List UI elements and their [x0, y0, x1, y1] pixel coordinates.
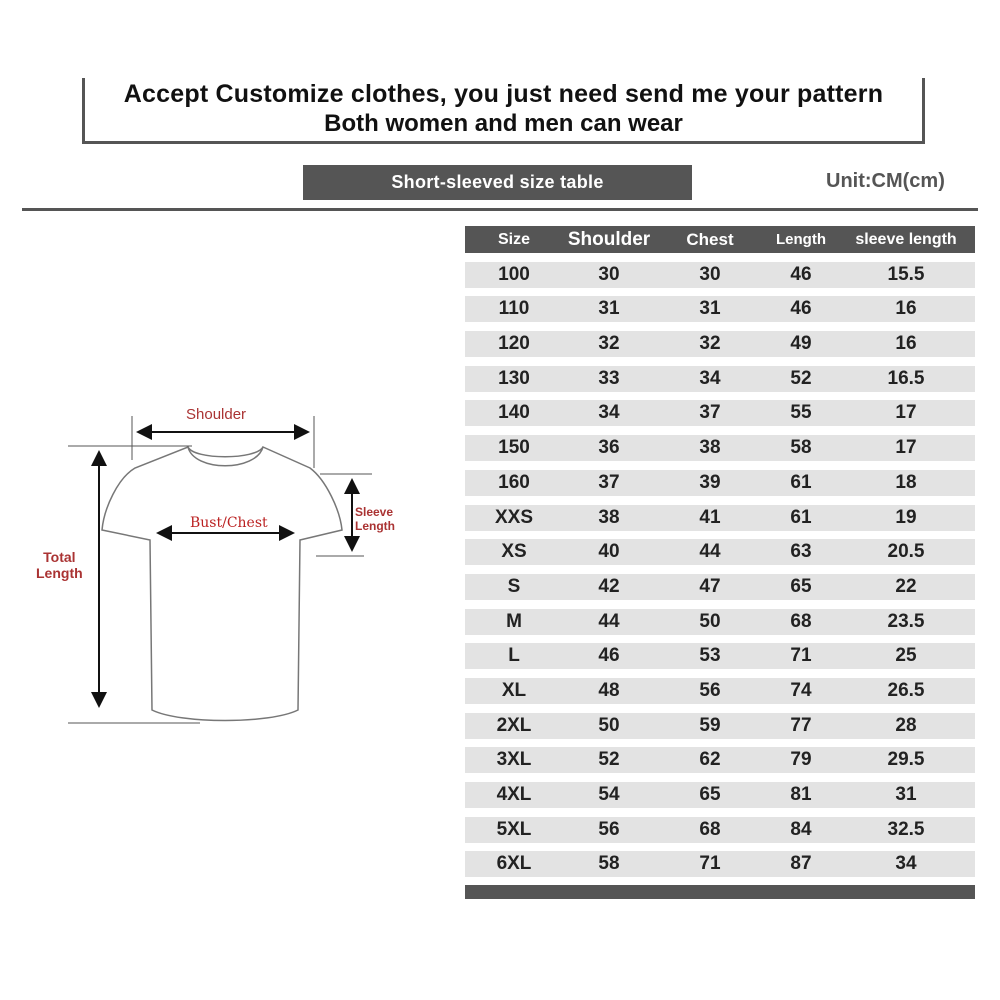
cell-shoulder: 32 [598, 333, 620, 355]
cell-shoulder: 44 [598, 610, 620, 632]
cell-chest: 38 [699, 437, 721, 459]
cell-shoulder: 54 [598, 784, 620, 805]
cell-chest: 44 [699, 541, 721, 563]
cell-size: 100 [498, 263, 530, 285]
cell-length: 63 [790, 541, 812, 563]
cell-shoulder: 36 [598, 437, 620, 459]
table-row [465, 366, 975, 392]
cell-sleeve-length: 17 [895, 402, 917, 424]
cell-shoulder: 52 [598, 749, 620, 771]
cell-chest: 31 [699, 298, 721, 320]
cell-length: 79 [790, 749, 812, 771]
cell-sleeve-length: 16 [895, 333, 917, 355]
table-row [465, 678, 975, 704]
cell-length: 55 [790, 402, 812, 424]
cell-sleeve-length: 34 [895, 853, 917, 875]
total-length-label-line1: Total [43, 549, 76, 565]
cell-sleeve-length: 15.5 [887, 263, 925, 285]
header-shoulder: Shoulder [567, 228, 651, 250]
table-footer-bar [465, 885, 975, 899]
cell-size: 6XL [496, 853, 532, 875]
total-length-label [36, 549, 83, 581]
bust-chest-label: Bust/Chest [190, 515, 268, 531]
cell-size: 150 [498, 437, 530, 459]
cell-shoulder: 46 [598, 645, 620, 667]
cell-chest: 56 [699, 679, 721, 701]
cell-sleeve-length: 19 [895, 506, 917, 528]
cell-sleeve-length: 17 [895, 437, 917, 459]
cell-sleeve-length: 29.5 [887, 749, 925, 771]
cell-shoulder: 34 [598, 402, 620, 424]
table-row [465, 782, 975, 808]
cell-sleeve-length: 20.5 [887, 541, 925, 563]
table-row [465, 470, 975, 496]
cell-sleeve-length: 22 [895, 575, 917, 597]
cell-size: XXS [494, 506, 534, 528]
cell-length: 84 [790, 818, 812, 840]
table-body [465, 262, 975, 878]
cell-shoulder: 31 [598, 298, 620, 320]
cell-sleeve-length: 23.5 [887, 610, 925, 632]
cell-shoulder: 40 [598, 541, 620, 563]
sleeve-length-label-line2: Length [355, 518, 395, 533]
cell-chest: 71 [699, 853, 721, 875]
table-row [465, 713, 975, 739]
header-chest: Chest [686, 229, 734, 249]
banner-line-1: Accept Customize clothes, you just need send me your pattern [123, 80, 884, 108]
cell-shoulder: 42 [598, 575, 620, 597]
cell-length: 81 [790, 784, 812, 805]
header-length: Length [776, 231, 826, 248]
cell-size: 5XL [496, 818, 532, 840]
table-row [465, 609, 975, 635]
cell-chest: 68 [699, 818, 721, 840]
cell-length: 71 [790, 645, 812, 667]
table-row [465, 643, 975, 669]
cell-length: 74 [790, 679, 812, 701]
cell-chest: 47 [699, 575, 721, 597]
cell-chest: 37 [699, 402, 721, 424]
cell-sleeve-length: 31 [895, 784, 917, 805]
cell-shoulder: 50 [598, 714, 620, 736]
cell-size: 2XL [496, 714, 532, 736]
table-row [465, 747, 975, 773]
table-row [465, 817, 975, 843]
cell-chest: 53 [699, 645, 721, 667]
cell-shoulder: 38 [598, 506, 620, 528]
table-row [465, 400, 975, 426]
table-title: Short-sleeved size table [303, 165, 692, 200]
cell-length: 61 [790, 506, 812, 528]
cell-length: 77 [790, 714, 812, 736]
cell-sleeve-length: 16 [895, 298, 917, 320]
cell-shoulder: 58 [598, 853, 620, 875]
table-row [465, 296, 975, 322]
table-header-row [465, 226, 975, 253]
cell-shoulder: 37 [598, 471, 620, 493]
banner [82, 78, 925, 144]
cell-size: S [507, 575, 521, 597]
cell-size: XS [501, 541, 527, 563]
cell-sleeve-length: 18 [895, 471, 917, 493]
sleeve-length-label-line1: Sleeve [355, 505, 394, 519]
cell-size: 130 [498, 367, 530, 389]
cell-length: 46 [790, 298, 812, 320]
cell-length: 65 [790, 575, 812, 597]
table-row [465, 262, 975, 288]
cell-length: 46 [790, 263, 812, 285]
table-row [465, 574, 975, 600]
cell-sleeve-length: 32.5 [887, 818, 925, 840]
cell-length: 61 [790, 471, 812, 493]
table-row [465, 505, 975, 531]
cell-size: 160 [498, 471, 530, 493]
unit-label: Unit:CM(cm) [826, 170, 945, 192]
cell-sleeve-length: 16.5 [887, 367, 925, 389]
shoulder-label: Shoulder [186, 406, 247, 423]
cell-size: M [506, 610, 522, 632]
cell-sleeve-length: 28 [895, 714, 917, 736]
table-row [465, 435, 975, 461]
cell-size: 140 [498, 402, 530, 424]
table-row [465, 331, 975, 357]
cell-shoulder: 33 [598, 367, 620, 389]
cell-sleeve-length: 25 [895, 645, 917, 667]
cell-chest: 30 [699, 263, 721, 285]
table-row [465, 851, 975, 877]
cell-length: 58 [790, 437, 812, 459]
cell-size: 110 [498, 298, 530, 320]
cell-length: 52 [790, 367, 812, 389]
sleeve-length-label [355, 506, 395, 534]
total-length-label-line2: Length [36, 565, 83, 582]
cell-size: XL [501, 679, 527, 701]
cell-chest: 34 [699, 367, 721, 389]
cell-length: 49 [790, 333, 812, 355]
cell-size: 120 [498, 333, 530, 355]
cell-chest: 41 [699, 506, 721, 528]
cell-chest: 65 [699, 784, 721, 805]
cell-chest: 50 [699, 610, 721, 632]
cell-shoulder: 48 [598, 679, 620, 701]
size-table [465, 226, 975, 899]
cell-chest: 39 [699, 471, 721, 493]
cell-size: L [508, 645, 520, 667]
cell-size: 3XL [496, 749, 532, 771]
tshirt-diagram [0, 390, 420, 730]
cell-shoulder: 30 [598, 263, 620, 285]
banner-line-2: Both women and men can wear [324, 110, 683, 137]
header-size: Size [497, 230, 530, 248]
cell-shoulder: 56 [598, 818, 620, 840]
cell-sleeve-length: 26.5 [887, 679, 925, 701]
cell-length: 87 [790, 853, 812, 875]
cell-length: 68 [790, 610, 812, 632]
divider [22, 208, 978, 211]
cell-size: 4XL [496, 784, 532, 805]
cell-chest: 59 [699, 714, 721, 736]
cell-chest: 62 [699, 749, 721, 771]
cell-chest: 32 [699, 333, 721, 355]
header-sleeve-length: sleeve length [855, 230, 957, 248]
table-row [465, 539, 975, 565]
